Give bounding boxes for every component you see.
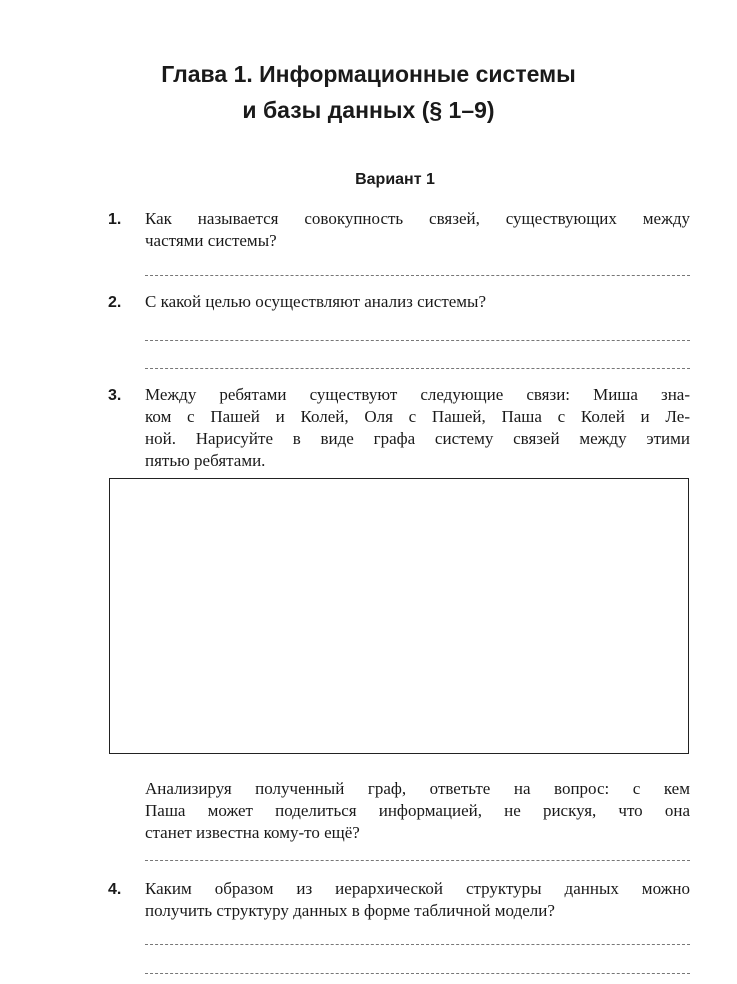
question-1-line: частями системы? <box>145 231 277 250</box>
question-3-followup <box>145 778 690 844</box>
question-2-text <box>145 291 690 313</box>
answer-line-4a[interactable] <box>145 944 690 945</box>
question-3-followup-line: Анализируя полученный граф, ответьте на вопрос: с кем <box>145 779 690 798</box>
question-3-line: Между ребятами существуют следующие связи: Миша зна- <box>145 385 690 404</box>
answer-line-2b[interactable] <box>145 368 690 369</box>
question-3-followup-line: Паша может поделиться информацией, не рискуя, что она <box>145 801 690 820</box>
question-4-text <box>145 878 690 922</box>
chapter-title-line-2: и базы данных (§ 1–9) <box>242 97 495 123</box>
variant-heading: Вариант 1 <box>355 171 435 188</box>
answer-line-2a[interactable] <box>145 340 690 341</box>
question-4-line: Каким образом из иерархической структуры данных можно <box>145 879 690 898</box>
question-1-number: 1. <box>108 211 122 228</box>
chapter-title <box>0 56 737 128</box>
answer-line-4b[interactable] <box>145 973 690 974</box>
question-3-line: ком с Пашей и Колей, Оля с Пашей, Паша с Колей и Ле- <box>145 407 690 426</box>
question-1-text <box>145 208 690 252</box>
question-3-line: пятью ребятами. <box>145 451 266 470</box>
question-3-text <box>145 384 690 472</box>
answer-line-3[interactable] <box>145 860 690 861</box>
question-2-line: С какой целью осуществляют анализ системы? <box>145 292 487 311</box>
answer-line-1[interactable] <box>145 275 690 276</box>
question-3-line: ной. Нарисуйте в виде графа систему связей между этими <box>145 429 690 448</box>
question-3-number: 3. <box>108 387 122 404</box>
question-4-line: получить структуру данных в форме табличной модели? <box>145 901 555 920</box>
chapter-title-line-1: Глава 1. Информационные системы <box>161 61 576 87</box>
question-4-number: 4. <box>108 881 122 898</box>
question-3-followup-line: станет известна кому-то ещё? <box>145 823 360 842</box>
question-2-number: 2. <box>108 294 122 311</box>
graph-drawing-area[interactable] <box>109 478 689 754</box>
question-1-line: Как называется совокупность связей, существующих между <box>145 209 690 228</box>
